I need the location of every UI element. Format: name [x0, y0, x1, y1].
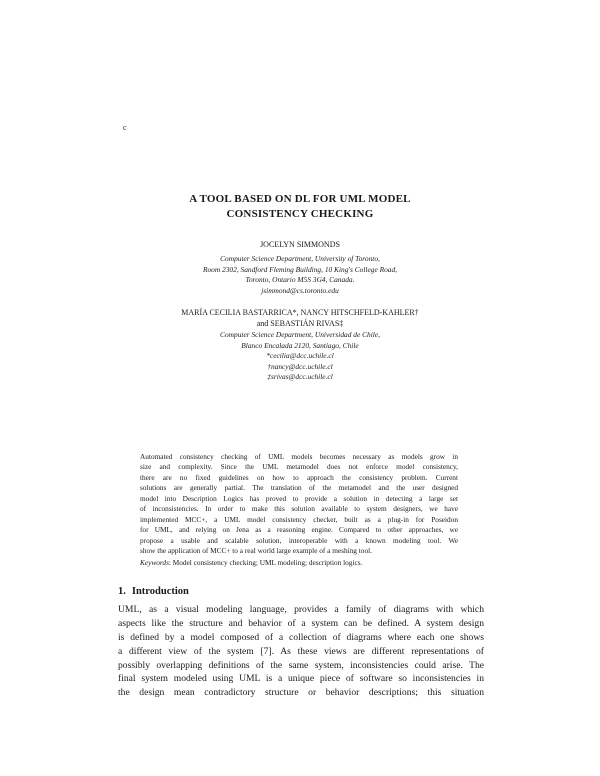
keywords: [140, 558, 460, 567]
copyright-mark: c: [123, 123, 127, 132]
affiliation-line: Blanco Encalada 2120, Santiago, Chile: [241, 340, 359, 350]
author-email: *cecilia@dcc.uchile.cl: [266, 351, 334, 361]
body-paragraph: [118, 603, 484, 700]
body-line: is defined by a model composed of a collection of diagrams where each one shows: [118, 631, 484, 643]
keywords-label: Keywords: [140, 558, 169, 567]
author-2-names-line-2: and SEBASTIÁN RIVAS‡: [256, 319, 344, 328]
abstract-line: Automated consistency checking of UML models becomes necessary as models grow in: [140, 452, 458, 461]
author-1-name: JOCELYN SIMMONDS: [260, 240, 340, 249]
abstract-line: implemented MCC+, a UML model consistency checker, built as a plug-in for Poseidon: [140, 514, 458, 524]
title-line-2: CONSISTENCY CHECKING: [226, 208, 374, 220]
author-email: ‡srivas@dcc.uchile.cl: [267, 372, 333, 382]
section-number: 1.: [118, 586, 126, 597]
title-line-1: A TOOL BASED ON DL FOR UML MODEL: [189, 193, 411, 205]
abstract: [140, 452, 458, 556]
body-line: the design mean contradictory structure or behavior descriptions; this situation: [118, 687, 484, 699]
body-line: a different view of the system [7]. As these views are different representations of: [118, 645, 484, 657]
author-1-email: jsimmond@cs.toronto.edu: [261, 285, 339, 295]
body-line: aspects like the structure and behavior of a system can be defined. A system design: [118, 617, 484, 629]
body-line: possibly overlapping definitions of the same system, inconsistencies could arise. The: [118, 659, 484, 671]
abstract-line: propose a usable and scalable solution, interoperable with a known modeling tool. We: [140, 535, 458, 545]
affiliation-line: Toronto, Ontario M5S 3G4, Canada.: [245, 275, 355, 285]
abstract-line: model into Description Logics has proved to provide a solution in detecting a large set: [140, 493, 458, 503]
body-line: UML, as a visual modeling language, provides a family of diagrams with which: [118, 604, 484, 615]
body-line: final system modeled using UML is a unique piece of software so inconsistencies in: [118, 673, 484, 685]
abstract-line: size and complexity. Since the UML metamodel does not enforce model consistency,: [140, 462, 458, 472]
paper-title: [0, 192, 600, 222]
author-2-affiliation: [0, 330, 600, 383]
author-email: †nancy@dcc.uchile.cl: [267, 361, 333, 371]
abstract-line: solutions are generally partial. The translation of the metamodel and the user designed: [140, 483, 458, 493]
author-1-affiliation: [0, 254, 600, 296]
abstract-line: there are no fixed guidelines on how to approach the consistency problem. Current: [140, 472, 458, 482]
keywords-text: : Model consistency checking; UML modeling; description logics.: [168, 558, 363, 567]
affiliation-line: Room 2302, Sandford Fleming Building, 10 King's College Road,: [202, 264, 398, 274]
section-title: Introduction: [131, 586, 189, 597]
abstract-line: for UML, and relying on Jena as a reasoning engine. Compared to other approaches, we: [140, 525, 458, 535]
abstract-line: show the application of MCC+ to a real world large example of a meshing tool.: [140, 545, 372, 555]
affiliation-line: Computer Science Department, University of Toronto,: [220, 254, 380, 263]
author-2-names-line-1: MARÍA CECILIA BASTARRICA*, NANCY HITSCHFELD-KAHLER†: [181, 308, 419, 317]
section-heading: [118, 586, 189, 597]
affiliation-line: Computer Science Department, Universidad de Chile,: [220, 330, 380, 339]
abstract-line: of inconsistencies. In order to make this solution available to system designers, we have: [140, 504, 458, 514]
